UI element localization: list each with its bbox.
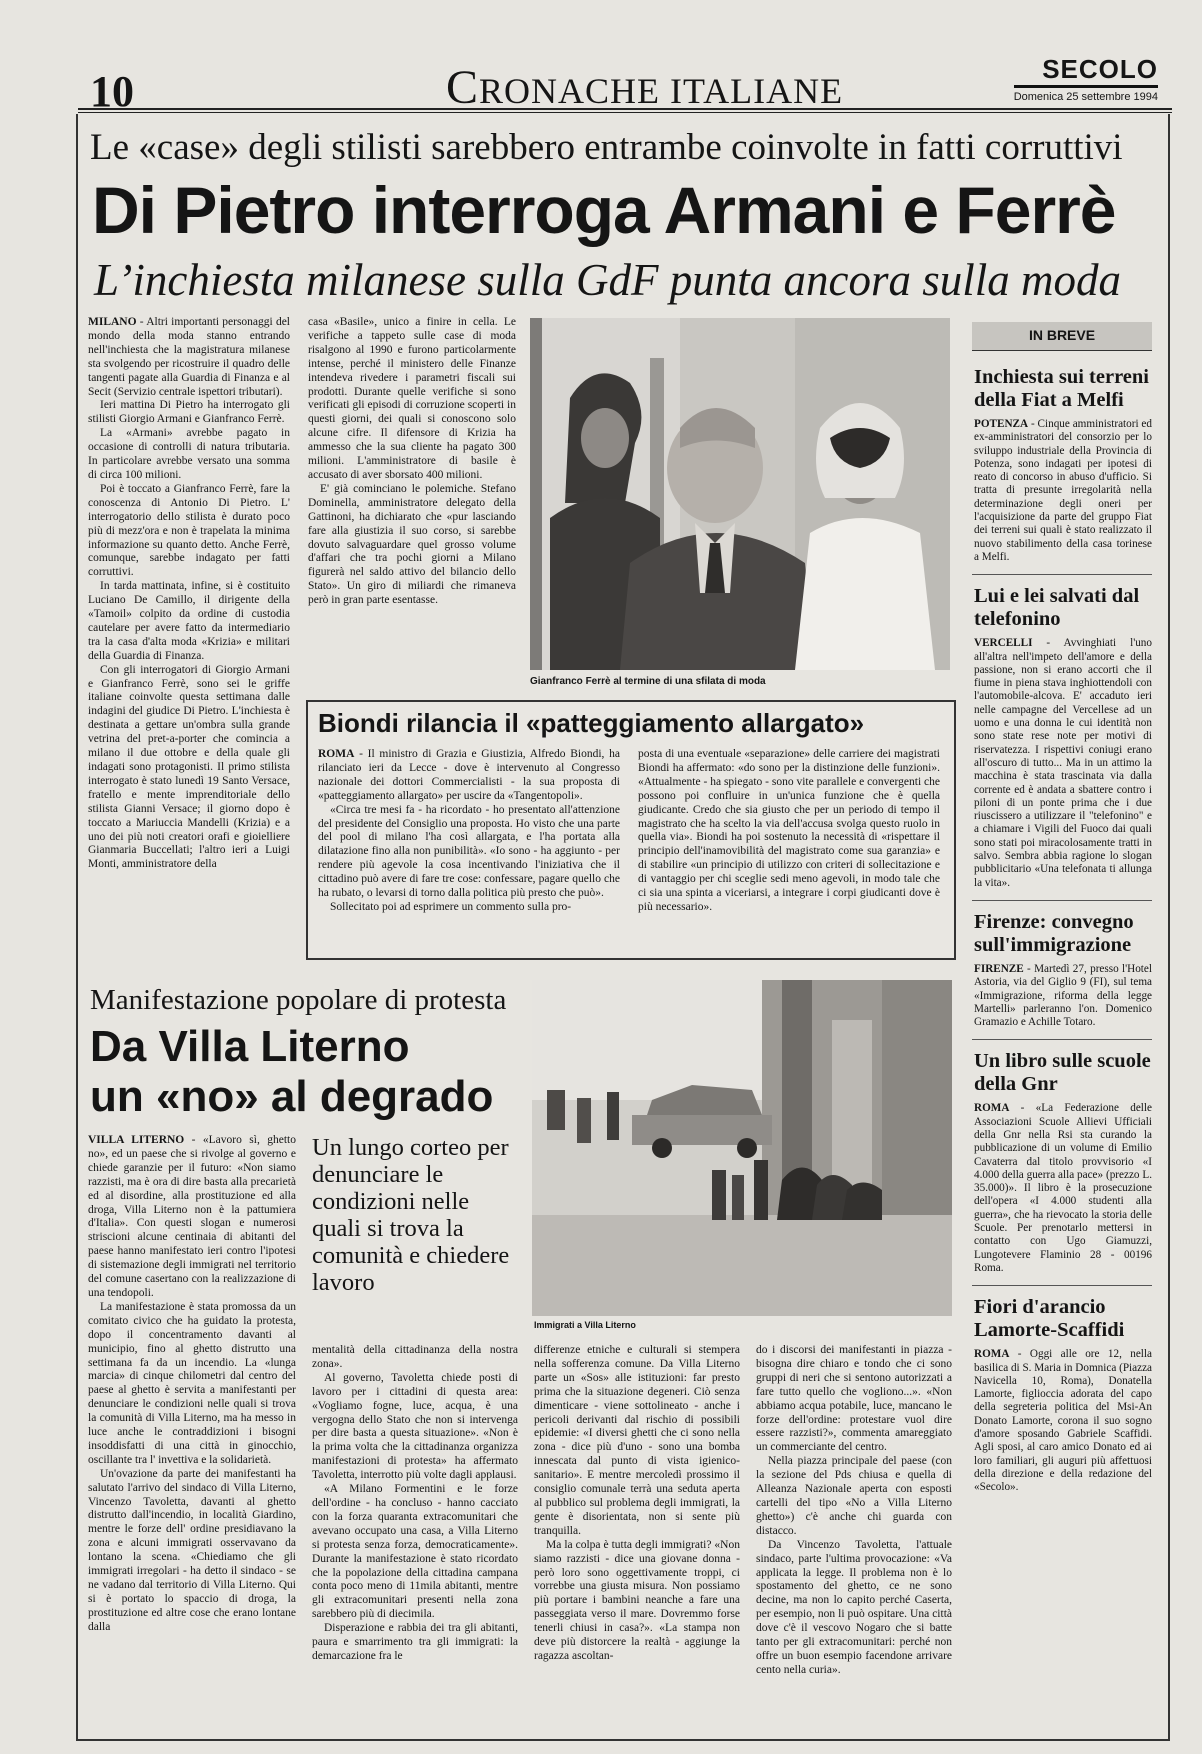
paragraph-text: Disperazione e rabbia dei tra gli abitanti, paura e smarrimento tra gli immigrati: la demarcazione fra le bbox=[312, 1622, 518, 1662]
brief-body: - Oggi alle ore 12, nella basilica di S. Maria in Domnica (Piazza Navicella 10, Roma), Donatella Lamorte, figlioccia adorata del capo della segreteria politica del Msi-An Donato Lamorte, corona il suo sogno d'amore sposando Gabriele Scaffidi. Agli sposi, al caro amico Donato ed ai loro familiari, gli auguri più affettuosi della direzione e della redazione del «Secolo». bbox=[974, 1348, 1152, 1494]
paragraph-text: Al governo, Tavoletta chiede posti di lavoro per i cittadini di questa area: «Vogliamo fogne, luce, acqua, è una vergogna dello Stato che non si intervenga per dire basta a questa situazione». «Non è la prima volta che la cittadinanza organizza manifestazioni di protesta» ha affermato Tavoletta, interrotto più volte dagli applausi. bbox=[312, 1371, 518, 1482]
brief-body: - «La Federazione delle Associazioni Scuole Allievi Ufficiali della Gnr nella Rsi sta curando la pubblicazione di un volume di Emilio Cavaterra dal titolo provvisorio «I 4.000 della guerra alla pace» (prezzo L. 35.000)». Il libro è la prosecuzione dell'opera «I 4.000 studenti alla guerra», che ha rievocato la storia delle Scuole. Per prenotarlo mettersi in contatto con Ugo Giamuzzi, Lungotevere Flaminio 28 - 00196 Roma. bbox=[974, 1102, 1152, 1274]
paragraph-text: Poi è toccato a Gianfranco Ferrè, fare la conoscenza di Antonio Di Pietro. L' interrogatorio dello stilista è durato poco più di mezz'ora e non è trapelata la minima informazione su quanto detto. Anche Ferrè, comunque, sarebbe indagato per fatti corruttivi. bbox=[88, 482, 290, 579]
brief-separator bbox=[972, 1285, 1152, 1286]
briefs-column bbox=[972, 356, 1152, 1734]
paragraph-text: - «Lavoro sì, ghetto no», ed un paese che si rivolge al governo e chiede garanzie per il futuro: «Non siamo razzisti, ma è ora di dire basta alla precarietà ed al disordine, alla prostituzione ed alla droga, Villa Literno non è la pattumiera d'Italia». Con questi slogan e numerosi striscioni alcune centinaia di abitanti del paese hanno manifestato ieri contro l'ipotesi di sistemazione degli immigrati nel territorio del comune casertano con la realizzazione di una tendopoli. bbox=[88, 1134, 296, 1299]
villa-headline bbox=[90, 1022, 493, 1122]
paragraph bbox=[88, 1468, 296, 1635]
paragraph-text: mentalità della cittadinanza della nostra zona». bbox=[312, 1344, 518, 1370]
section-title-initial: C bbox=[446, 61, 480, 114]
paragraph-text: Con gli interrogatori di Giorgio Armani e Gianfranco Ferrè, sono sei le griffe italiane coinvolte questa settimana dalle indagini del giudice Di Pietro. L'inchiesta è destinata a gettare un'ombra sulla grande vetrina del pret-a-porter che comincia a milano il due ottobre e della quale gli indagati sono protagonisti. Il primo stilista interrogato è stato lunedì 19 Santo Versace, fratello e mente imprenditoriale dello stilista Gianni Versace; il giorno dopo è toccato a Mariuccia Mandelli (Krizia) e a uno dei più noti creatori orafi e gioielliere Gianmaria Buccellati; l'altro ieri a Luigi Monti, amministratore della bbox=[88, 663, 290, 871]
brief-title: Un libro sulle scuole della Gnr bbox=[974, 1050, 1151, 1096]
paragraph bbox=[756, 1344, 952, 1455]
biondi-headline: Biondi rilancia il «patteggiamento allargato» bbox=[318, 708, 865, 738]
paragraph bbox=[312, 1344, 518, 1372]
brief-text bbox=[974, 1102, 1152, 1275]
villa-kicker: Manifestazione popolare di protesta bbox=[90, 984, 507, 1016]
paragraph bbox=[534, 1344, 740, 1539]
brief-body: - Martedì 27, presso l'Hotel Astoria, via del Giglio 9 (FI), sul tema «Immigrazione, riforma della legge Martelli» parleranno l'on. Domenico Gramazio e Achille Totaro. bbox=[974, 962, 1152, 1029]
dateline: ROMA bbox=[318, 748, 355, 760]
ferre-photo-image bbox=[530, 318, 950, 670]
ferre-photo bbox=[530, 318, 950, 670]
lead-subhead: L’inchiesta milanese sulla GdF punta ancora sulla moda bbox=[94, 255, 1122, 305]
paragraph-text: La «Armani» avrebbe pagato in occasione di controlli di natura tributaria. In particolare avrebbe versato una somma di circa 100 milioni. bbox=[88, 427, 290, 481]
paragraph bbox=[88, 1301, 296, 1468]
section-title bbox=[446, 60, 843, 115]
brief-title: Fiori d'arancio Lamorte-Scaffidi bbox=[974, 1296, 1125, 1342]
villa-column-1 bbox=[88, 1134, 296, 1734]
paragraph-text: differenze etniche e culturali si stempera nella sofferenza comune. Da Villa Literno parte un «Sos» alle istituzioni: far presto prima che la situazione degeneri. Ciò senza dimenticare - viene sottolineato - anche i pericoli derivanti dal rischio di possibili epidemie: «I diversi ghetti che ci sono nella zona - dice più d'uno - sono una bomba innescata dal punto di vista igienico-sanitario». E mentre mercoledì prossimo il consiglio comunale terrà una seduta aperta al pubblico sul problema degli immigrati, la gente è disorientata, non si sente più tranquilla. bbox=[534, 1344, 740, 1537]
paragraph-text: - Altri importanti personaggi del mondo della moda stanno entrando nell'inchiesta che la magistratura milanese sta svolgendo per ricostruire il quadro delle tangenti pagate alla Guardia di Finanza e al Secit (Servizio centrale ispettori tributari). bbox=[88, 316, 290, 398]
paragraph bbox=[88, 664, 290, 873]
paragraph-text: «A Milano Formentini e le forze dell'ordine - ha concluso - hanno cacciato con la forza quaranta extracomunitari che avevano occupato una casa, a Villa Literno si protesta senza forza, democraticamente». Durante la manifestazione è stato ricordato che la popolazione della cittadina campana conta poco meno di 11mila abitanti, mentre gli extracomunitari presenti nella zona sarebbero più di diecimila. bbox=[312, 1483, 518, 1621]
paragraph-text: Nella piazza principale del paese (con la sezione del Pds chiusa e quella di Alleanza Nazionale aperta con esposti cartelli del tipo «No a Villa Literno ghetto») c'è anche chi guarda con distacco. bbox=[756, 1455, 952, 1537]
paragraph bbox=[88, 316, 290, 399]
brief-text bbox=[974, 1348, 1152, 1494]
villa-headline-line2: un «no» al degrado bbox=[90, 1072, 494, 1121]
paragraph bbox=[756, 1539, 952, 1678]
brief-title: Inchiesta sui terreni della Fiat a Melfi bbox=[974, 366, 1150, 411]
lead-kicker: Le «case» degli stilisti sarebbero entrambe coinvolte in fatti corruttivi bbox=[90, 127, 1123, 168]
lead-headline: Di Pietro interroga Armani e Ferrè bbox=[92, 173, 1116, 247]
in-breve-label: IN BREVE bbox=[1028, 327, 1096, 343]
villa-headline-line1: Da Villa Literno bbox=[90, 1022, 410, 1071]
paragraph-text: Ieri mattina Di Pietro ha interrogato gli stilisti Giorgio Armani e Gianfranco Ferrè. bbox=[88, 399, 290, 426]
brief-body: - Cinque amministratori ed ex-amministratori del consorzio per lo sviluppo industriale della Provincia di Potenza, sono indagati per ipotesi di reato di concorso in abuso d'ufficio. Si tratta di presunte irregolarità nella determinazione degli oneri per l'acquisizione da parte del gruppo Fiat dei terreni sui quali è stato realizzato il nuovo stabilimento della casa torinese a Melfi. bbox=[974, 418, 1152, 563]
in-breve-bar bbox=[972, 322, 1152, 351]
dateline: VILLA LITERNO bbox=[88, 1134, 185, 1146]
lead-column-1 bbox=[88, 316, 290, 960]
biondi-column-1 bbox=[318, 748, 620, 948]
dateline: VERCELLI bbox=[974, 637, 1033, 650]
paragraph-text: «Circa tre mesi fa - ha ricordato - ho presentato all'attenzione del presidente del Consiglio una proposta. Ho visto che una parte del pool di milano l'ha così allargata, e l'ha portata alla dilatazione fino alla non punibilità». «Io sono - ha aggiunto - per rendere più agevole la cosa incentivando l'iniziativa che il cittadino può avere di fare tre cose: confessare, pagare quello che ha rubato, o levarsi di torno dalla politica più presto che può». bbox=[318, 803, 620, 900]
paragraph bbox=[318, 748, 620, 804]
brief-separator bbox=[972, 1039, 1152, 1040]
paragraph bbox=[308, 316, 516, 483]
brief-text bbox=[974, 418, 1152, 564]
page-number: 10 bbox=[90, 67, 134, 116]
paragraph-text: - Il ministro di Grazia e Giustizia, Alfredo Biondi, ha rilanciato ieri da Lecce - dove è intervenuto al Congresso nazionale dei dottori Commercialisti - la sua proposta di «patteggiamento allargato» per uscire da «Tangentopoli». bbox=[318, 748, 620, 802]
paragraph-text: Un'ovazione da parte dei manifestanti ha salutato l'arrivo del sindaco di Villa Literno, Vincenzo Tavoletta, davanti al ghetto distrutto dall'incendio, in località Giardino, mentre le forze dell' ordine presidiavano la zona e alcuni immigrati osservavano da lontano la scena. «Chiediamo che gli immigrati irregolari - ha detto il sindaco - se ne vadano dal territorio di Villa Literno. Qui si è portato lo spaccio di droga, la prostituzione ed altre cose che erano lontane dalla bbox=[88, 1467, 296, 1633]
paragraph bbox=[638, 748, 940, 915]
paragraph bbox=[318, 901, 620, 915]
header-rule-thin bbox=[78, 112, 1172, 113]
paper-logo: SECOLO bbox=[1014, 54, 1158, 88]
brief-separator bbox=[972, 900, 1152, 901]
paragraph bbox=[88, 483, 290, 580]
brief-title: Lui e lei salvati dal telefonino bbox=[974, 585, 1140, 631]
villa-literno-photo-image bbox=[532, 980, 952, 1316]
villa-column-2 bbox=[312, 1344, 518, 1734]
dateline: POTENZA bbox=[974, 418, 1029, 430]
section-title-rest: RONACHE ITALIANE bbox=[479, 71, 844, 111]
paragraph-text: do i discorsi dei manifestanti in piazza - bisogna dire chiaro e tondo che ci sono gruppi di neri che si sentono autorizzati a fare tutto quello che vogliono...». «Non abbiamo acqua potabile, luce, mancano le forze dell'ordine: protestare vuol dire essere razzisti?», commenta amareggiato un commerciante del centro. bbox=[756, 1344, 952, 1454]
paragraph bbox=[88, 399, 290, 427]
paragraph bbox=[534, 1539, 740, 1664]
ferre-photo-caption: Gianfranco Ferrè al termine di una sfilata di moda bbox=[530, 676, 766, 687]
villa-photo-caption: Immigrati a Villa Literno bbox=[534, 1320, 636, 1330]
paragraph-text: In tarda mattinata, infine, si è costituito Luciano De Camillo, il dirigente della «Tamoil» colpito da ordine di custodia cautelare per avere fatto da intermediario tra la casa d'alta moda «Krizia» e militari della Guardia di Finanza. bbox=[88, 580, 290, 662]
villa-literno-photo bbox=[532, 980, 952, 1316]
dateline: ROMA bbox=[974, 1102, 1010, 1115]
dateline: ROMA bbox=[974, 1348, 1010, 1361]
villa-column-4 bbox=[756, 1344, 952, 1734]
paragraph-text: Ma la colpa è tutta degli immigrati? «Non siamo razzisti - dice una giovane donna - però loro sono oggettivamente troppi, ci vorrebbe una giusta misura. Non possiamo più portare i bambini neanche a fare una passeggiata verso il mare. Dovremmo forse tenerli chiusi in casa?». «La stampa non deve più distorcere la realtà - aggiunge la ragazza ascoltan- bbox=[534, 1538, 740, 1662]
paragraph-text: La manifestazione è stata promossa da un comitato civico che ha guidato la protesta, dopo il concentramento davanti al municipio, fino al ghetto distrutto una settimana fa da un incendio. La «lunga marcia» di cinque chilometri dal centro del paese al ghetto è servita a manifestanti per denunciare le condizioni nelle quali si trova la comunità di Villa Literno, ma ha messo in luce anche le contraddizioni i bisogni insoddisfatti di una città in ginocchio, oscillante tra l' invettiva e la solidarietà. bbox=[88, 1300, 296, 1466]
villa-pullquote: Un lungo corteo per denunciare le condizioni nelle quali si trova la comunità e chiedere lavoro bbox=[312, 1134, 510, 1296]
paragraph-text: posta di una eventuale «separazione» delle carriere dei magistrati Biondi ha affermato: «do sono per la distinzione delle funzioni». «Attualmente - ha spiegato - sono vite parallele e convergenti che possono poi confluire in un'unica funzione che è quella giudicante. Credo che sia giusto che per un periodo di tempo il magistrato che ha scelto la via dell'accusa svolga questo ruolo in quella via». Biondi ha poi sostenuto la necessità di «rispettare il principio dell'inamovibilità del magistrato come sua garanzia» e di stabilire «un principio di utilizzo con criteri di sollecitazione e di vantaggio per chi sceglie sedi meno agevoli, in modo tale che ci sia una spinta a viceriarsi, a integrare i corpi giudicanti dove è più necessario». bbox=[638, 748, 940, 913]
villa-column-3 bbox=[534, 1344, 740, 1734]
header-rule bbox=[78, 108, 1172, 110]
paragraph-text: Sollecitato poi ad esprimere un commento sulla pro- bbox=[330, 900, 572, 913]
paragraph bbox=[756, 1455, 952, 1538]
brief-text bbox=[974, 637, 1152, 890]
paragraph bbox=[88, 1134, 296, 1301]
brief-text bbox=[974, 963, 1152, 1029]
dateline: MILANO bbox=[88, 316, 137, 328]
paragraph bbox=[88, 580, 290, 663]
paragraph bbox=[312, 1483, 518, 1622]
paragraph bbox=[312, 1622, 518, 1664]
paragraph-text: Da Vincenzo Tavoletta, l'attuale sindaco, parte l'ultima provocazione: «Va applicata la legge. Il problema non è lo spostamento del ghetto, ce ne sono decine, ma non lo capito perché Caserta, per esempio, non li può ospitare. Una città dove c'è il vescovo Nogaro che si batte tanto per gli extracomunitari: perché non offre un buon esempio facendone arrivare cento nella curia». bbox=[756, 1538, 952, 1676]
paragraph bbox=[318, 804, 620, 901]
lead-column-2 bbox=[308, 316, 516, 688]
brief-body: - Avvinghiati l'uno all'altra nell'impeto dell'amore e della passione, non si erano accorti che il fiume in piena stava inghiottendoli con l'automobile-alcova. E' accaduto ieri nelle campagne del Vercellese ad un uomo e una donna le cui identità non sono state rese note per motivi di riservatezza. I rispettivi coniugi erano all'oscuro di tutto... Ma in un attimo la macchina è stata trascinata via dalla corrente ed è andata a sbattere contro i piloni di un ponte prima che i due riuscissero a utilizzare il "telefonino" e a chiamare i Vigili del Fuoco dai quali sono stati poi miracolosamente tratti in salvo. Sembra abbia ragione lo slogan pubblicitario «Una telefonata ti allunga la vita». bbox=[974, 637, 1152, 889]
brief-title: Firenze: convegno sull'immigrazione bbox=[974, 910, 1134, 956]
paragraph bbox=[308, 483, 516, 608]
dateline: FIRENZE bbox=[974, 962, 1024, 975]
masthead bbox=[1014, 54, 1158, 103]
paragraph bbox=[312, 1372, 518, 1483]
biondi-column-2 bbox=[638, 748, 940, 948]
paragraph-text: casa «Basile», unico a finire in cella. Le verifiche a tappeto sulle case di moda risalgono al 1990 e furono particolarmente intense, perché il ministero delle Finanze intendeva rivedere i parametri fiscali sui prodotti. Durante quelle verifiche si sono verificati gli episodi di corruzione scoperti in questi giorni, dei quali si conoscono solo alcune cifre. Il difensore di Krizia ha ammesso che la sua cliente ha pagato 300 milioni. L'amministratore di basile è accusato di aver sborsato 400 milioni. bbox=[308, 316, 516, 481]
issue-date: Domenica 25 settembre 1994 bbox=[1013, 91, 1158, 103]
brief-separator bbox=[972, 574, 1152, 575]
paragraph bbox=[88, 427, 290, 483]
paragraph-text: E' già cominciano le polemiche. Stefano Dominella, amministratore delegato della Gattinoni, ha dichiarato che «pur lasciando fare alla giustizia il suo corso, si sarebbe dovuto salvaguardare quel grosso volume d'affari che tra pochi giorni a Milano figurerà nel saldo attivo del bilancio dello Stato». Un giro di miliardi che rimaneva però in gran parte esentasse. bbox=[308, 482, 516, 607]
